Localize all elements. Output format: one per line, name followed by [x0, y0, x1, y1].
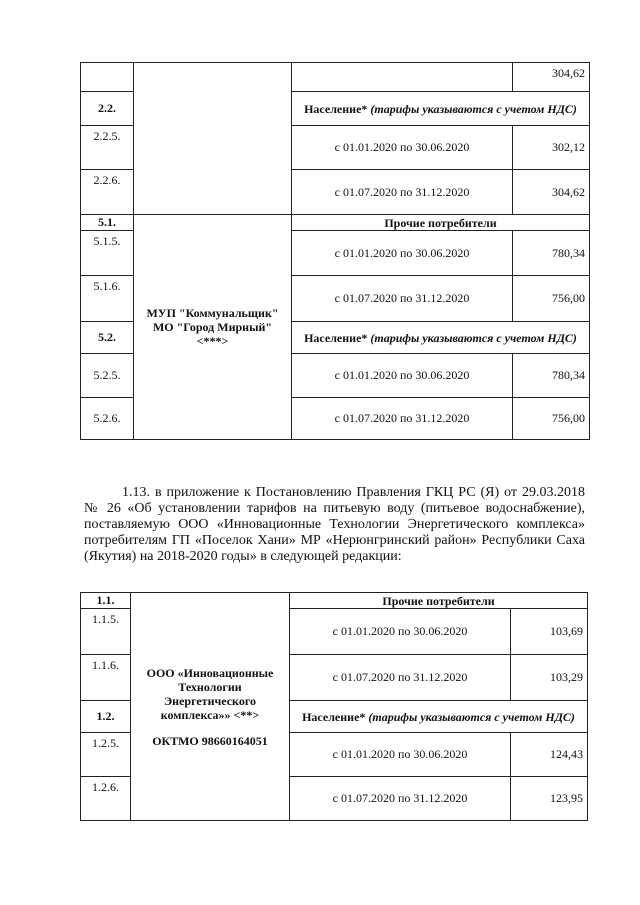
table-row [81, 63, 590, 92]
category-header [292, 322, 590, 354]
row-code: 1.1.5. [81, 609, 131, 655]
row-code: 5.2. [81, 322, 134, 354]
tariff-table-mup-kommunalshchik [80, 62, 590, 440]
tariff-value: 780,34 [513, 354, 590, 398]
period-cell: с 01.07.2020 по 31.12.2020 [290, 655, 511, 701]
row-code: 5.1.5. [81, 231, 134, 276]
tariff-value: 756,00 [513, 398, 590, 440]
row-code [81, 63, 134, 92]
period-cell [292, 63, 513, 92]
table-row [81, 593, 588, 609]
period-cell: с 01.01.2020 по 30.06.2020 [290, 733, 511, 777]
category-name: Прочие потребители [382, 593, 495, 608]
row-code: 1.2.5. [81, 733, 131, 777]
tariff-value: 304,62 [513, 63, 590, 92]
period-cell: с 01.07.2020 по 31.12.2020 [292, 398, 513, 440]
amendment-paragraph [84, 485, 585, 565]
tariff-value: 304,62 [513, 170, 590, 215]
row-code: 2.2.5. [81, 126, 134, 170]
row-code: 5.1. [81, 215, 134, 231]
row-code: 1.2.6. [81, 777, 131, 821]
table-row [81, 215, 590, 231]
row-code: 5.2.5. [81, 354, 134, 398]
org-name-line: <***> [196, 334, 229, 348]
row-code: 2.2. [81, 92, 134, 126]
paragraph-text: 1.13. в приложение к Постановлению Правления ГКЦ РС (Я) от 29.03.2018 № 26 «Об установлении тарифов на питьевую воду (питьевое водоснабжение), поставляемую ООО «Инновационные Технологии Энергетического комплекса» потребителям ГП «Поселок Хани» МР «Нерюнгринский район» Республики Саха (Якутия) на 2018-2020 годы» в следующей редакции: [84, 485, 585, 564]
row-code: 1.1.6. [81, 655, 131, 701]
tariff-value: 124,43 [511, 733, 588, 777]
tariff-table-innovative-technologies [80, 592, 588, 821]
period-cell: с 01.01.2020 по 30.06.2020 [292, 354, 513, 398]
org-name-line: МУП "Коммунальщик" [146, 306, 279, 320]
tariff-value: 103,29 [511, 655, 588, 701]
tariff-value: 756,00 [513, 276, 590, 322]
org-cell-empty [134, 63, 292, 215]
category-header [290, 593, 588, 609]
category-header [292, 215, 590, 231]
category-header [290, 701, 588, 733]
row-code: 2.2.6. [81, 170, 134, 215]
organization-cell [131, 593, 290, 821]
category-note: (тарифы указываются с учетом НДС) [370, 101, 577, 116]
org-name-line: Технологии [178, 679, 242, 694]
category-name: Население* [304, 330, 368, 345]
period-cell: с 01.07.2020 по 31.12.2020 [290, 777, 511, 821]
period-cell: с 01.07.2020 по 31.12.2020 [292, 170, 513, 215]
period-cell: с 01.01.2020 по 30.06.2020 [292, 231, 513, 276]
period-cell: с 01.01.2020 по 30.06.2020 [290, 609, 511, 655]
org-name-line: МО "Город Мирный" [152, 320, 273, 334]
tariff-value: 123,95 [511, 777, 588, 821]
row-code: 1.2. [81, 701, 131, 733]
category-note: (тарифы указываются с учетом НДС) [368, 709, 575, 724]
organization-cell [134, 215, 292, 440]
category-header [292, 92, 590, 126]
org-name-line: Энергетического [164, 693, 256, 708]
tariff-value: 780,34 [513, 231, 590, 276]
row-code: 5.2.6. [81, 398, 134, 440]
row-code: 1.1. [81, 593, 131, 609]
tariff-value: 302,12 [513, 126, 590, 170]
category-name: Население* [304, 101, 368, 116]
org-name-line: комплекса»» <**> [160, 707, 260, 722]
category-note: (тарифы указываются с учетом НДС) [370, 330, 577, 345]
period-cell: с 01.01.2020 по 30.06.2020 [292, 126, 513, 170]
org-name-line: ООО «Инновационные [146, 665, 274, 680]
oktmo-code: ОКТМО 98660164051 [152, 733, 268, 748]
category-name: Прочие потребители [384, 215, 497, 230]
period-cell: с 01.07.2020 по 31.12.2020 [292, 276, 513, 322]
tariff-value: 103,69 [511, 609, 588, 655]
category-name: Население* [302, 709, 366, 724]
row-code: 5.1.6. [81, 276, 134, 322]
